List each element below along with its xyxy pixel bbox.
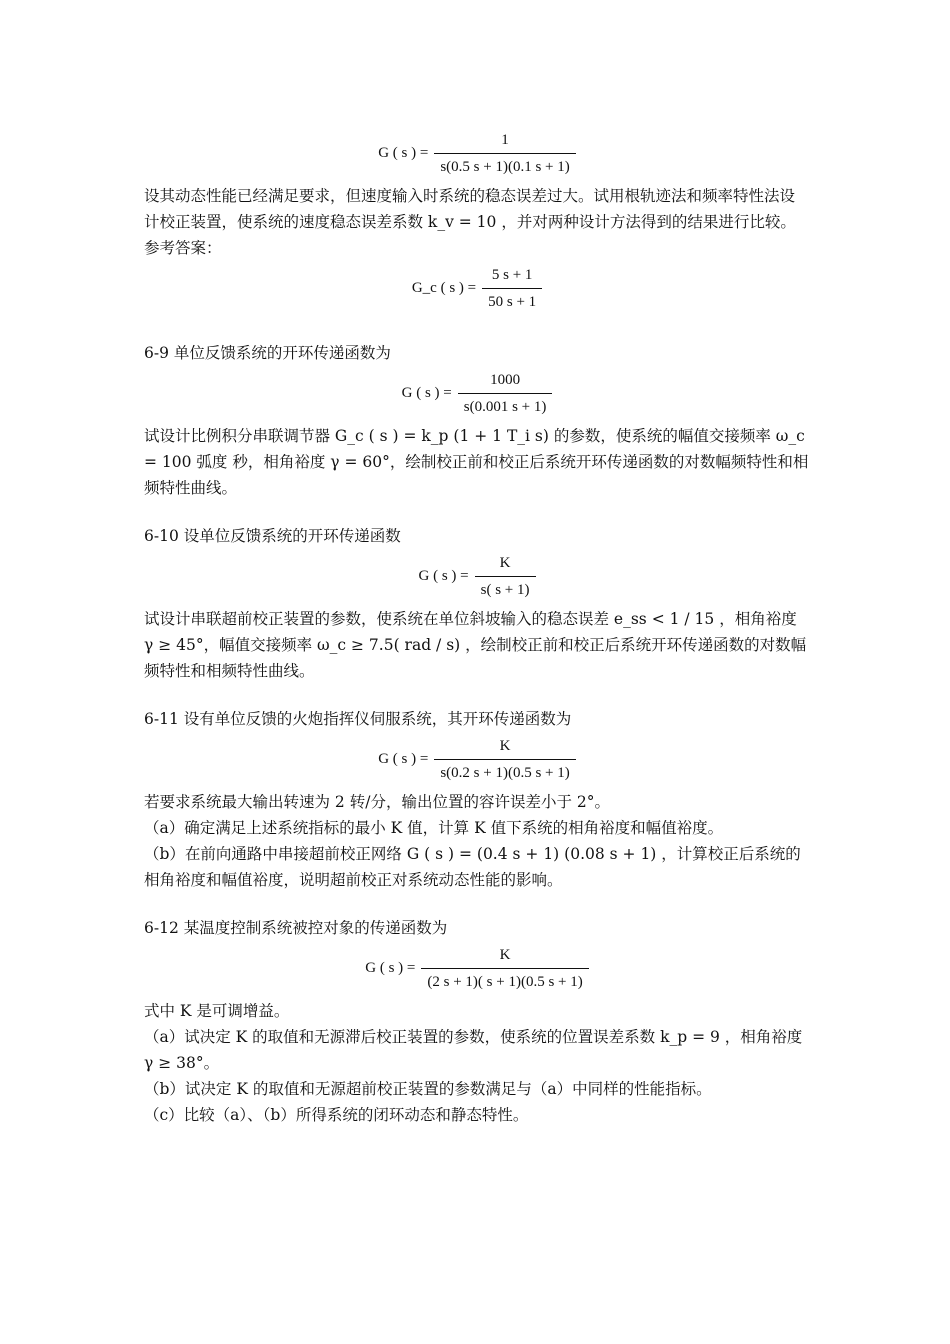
formula-lhs: G ( s ) = xyxy=(418,568,469,584)
paragraph: （b）试决定 K 的取值和无源超前校正装置的参数满足与（a）中同样的性能指标。 xyxy=(144,1080,712,1098)
fraction xyxy=(421,945,588,992)
fraction xyxy=(434,736,575,783)
formula-lhs: G ( s ) = xyxy=(378,145,429,161)
formula-6-11 xyxy=(144,736,810,783)
formula-lhs: G_c ( s ) = xyxy=(411,280,477,296)
fraction xyxy=(458,370,553,417)
fraction xyxy=(475,553,536,600)
paragraph: 设其动态性能已经满足要求，但速度输入时系统的稳态误差过大。试用根轨迹法和频率特性法设计校正装置，使系统的速度稳态误差系数 k_v = 10 ，并对两种设计方法得到的结果进行比较。 xyxy=(144,187,796,231)
numerator: 1000 xyxy=(490,372,521,388)
paragraph: 式中 K 是可调增益。 xyxy=(144,1002,290,1020)
numerator: K xyxy=(499,555,511,571)
paragraph: 试设计串联超前校正装置的参数，使系统在单位斜坡输入的稳态误差 e_ss < 1 / 15 ，相角裕度 γ ≥ 45°，幅值交接频率 ω_c ≥ 7.5( rad / s) ，绘制校正前和校正后系统开环传递函数的对数幅频特性和相频特性曲线。 xyxy=(144,610,807,680)
formula-lhs: G ( s ) = xyxy=(401,385,452,401)
denominator: (2 s + 1)( s + 1)(0.5 s + 1) xyxy=(421,968,588,992)
problem-heading-6-9: 6-9 单位反馈系统的开环传递函数为 xyxy=(144,344,391,362)
formula-answer xyxy=(144,265,810,312)
numerator: 1 xyxy=(501,132,509,148)
denominator: s(0.001 s + 1) xyxy=(458,393,553,417)
denominator: s( s + 1) xyxy=(475,576,536,600)
paragraph: （a）试决定 K 的取值和无源滞后校正装置的参数，使系统的位置误差系数 k_p = 9 ，相角裕度 γ ≥ 38°。 xyxy=(144,1028,803,1072)
formula-lhs: G ( s ) = xyxy=(378,751,429,767)
denominator: 50 s + 1 xyxy=(482,288,542,312)
numerator: 5 s + 1 xyxy=(491,267,533,283)
formula-6-10 xyxy=(144,553,810,600)
formula-lhs: G ( s ) = xyxy=(365,960,416,976)
denominator: s(0.5 s + 1)(0.1 s + 1) xyxy=(434,153,575,177)
problem-heading-6-12: 6-12 某温度控制系统被控对象的传递函数为 xyxy=(144,919,448,937)
formula-open-loop-1 xyxy=(144,130,810,177)
paragraph: （b）在前向通路中串接超前校正网络 G ( s ) = (0.4 s + 1) (0.08 s + 1) ，计算校正后系统的相角裕度和幅值裕度，说明超前校正对系统动态性能的影响。 xyxy=(144,845,801,889)
denominator: s(0.2 s + 1)(0.5 s + 1) xyxy=(434,759,575,783)
paragraph: （a）确定满足上述系统指标的最小 K 值，计算 K 值下系统的相角裕度和幅值裕度。 xyxy=(144,819,724,837)
document-page xyxy=(144,120,810,1128)
fraction xyxy=(482,265,542,312)
fraction xyxy=(434,130,575,177)
answer-label: 参考答案： xyxy=(144,239,222,257)
problem-heading-6-10: 6-10 设单位反馈系统的开环传递函数 xyxy=(144,527,401,545)
formula-6-9 xyxy=(144,370,810,417)
formula-6-12 xyxy=(144,945,810,992)
paragraph: 试设计比例积分串联调节器 G_c ( s ) = k_p (1 + 1 T_i s) 的参数，使系统的幅值交接频率 ω_c = 100 弧度 秒，相角裕度 γ = 60°，绘制校正前和校正后系统开环传递函数的对数幅频特性和相频特性曲线。 xyxy=(144,427,809,497)
problem-heading-6-11: 6-11 设有单位反馈的火炮指挥仪伺服系统，其开环传递函数为 xyxy=(144,710,572,728)
paragraph: 若要求系统最大输出转速为 2 转/分，输出位置的容许误差小于 2°。 xyxy=(144,793,610,811)
numerator: K xyxy=(499,947,511,963)
numerator: K xyxy=(499,738,511,754)
paragraph: （c）比较（a）、（b）所得系统的闭环动态和静态特性。 xyxy=(144,1106,529,1124)
